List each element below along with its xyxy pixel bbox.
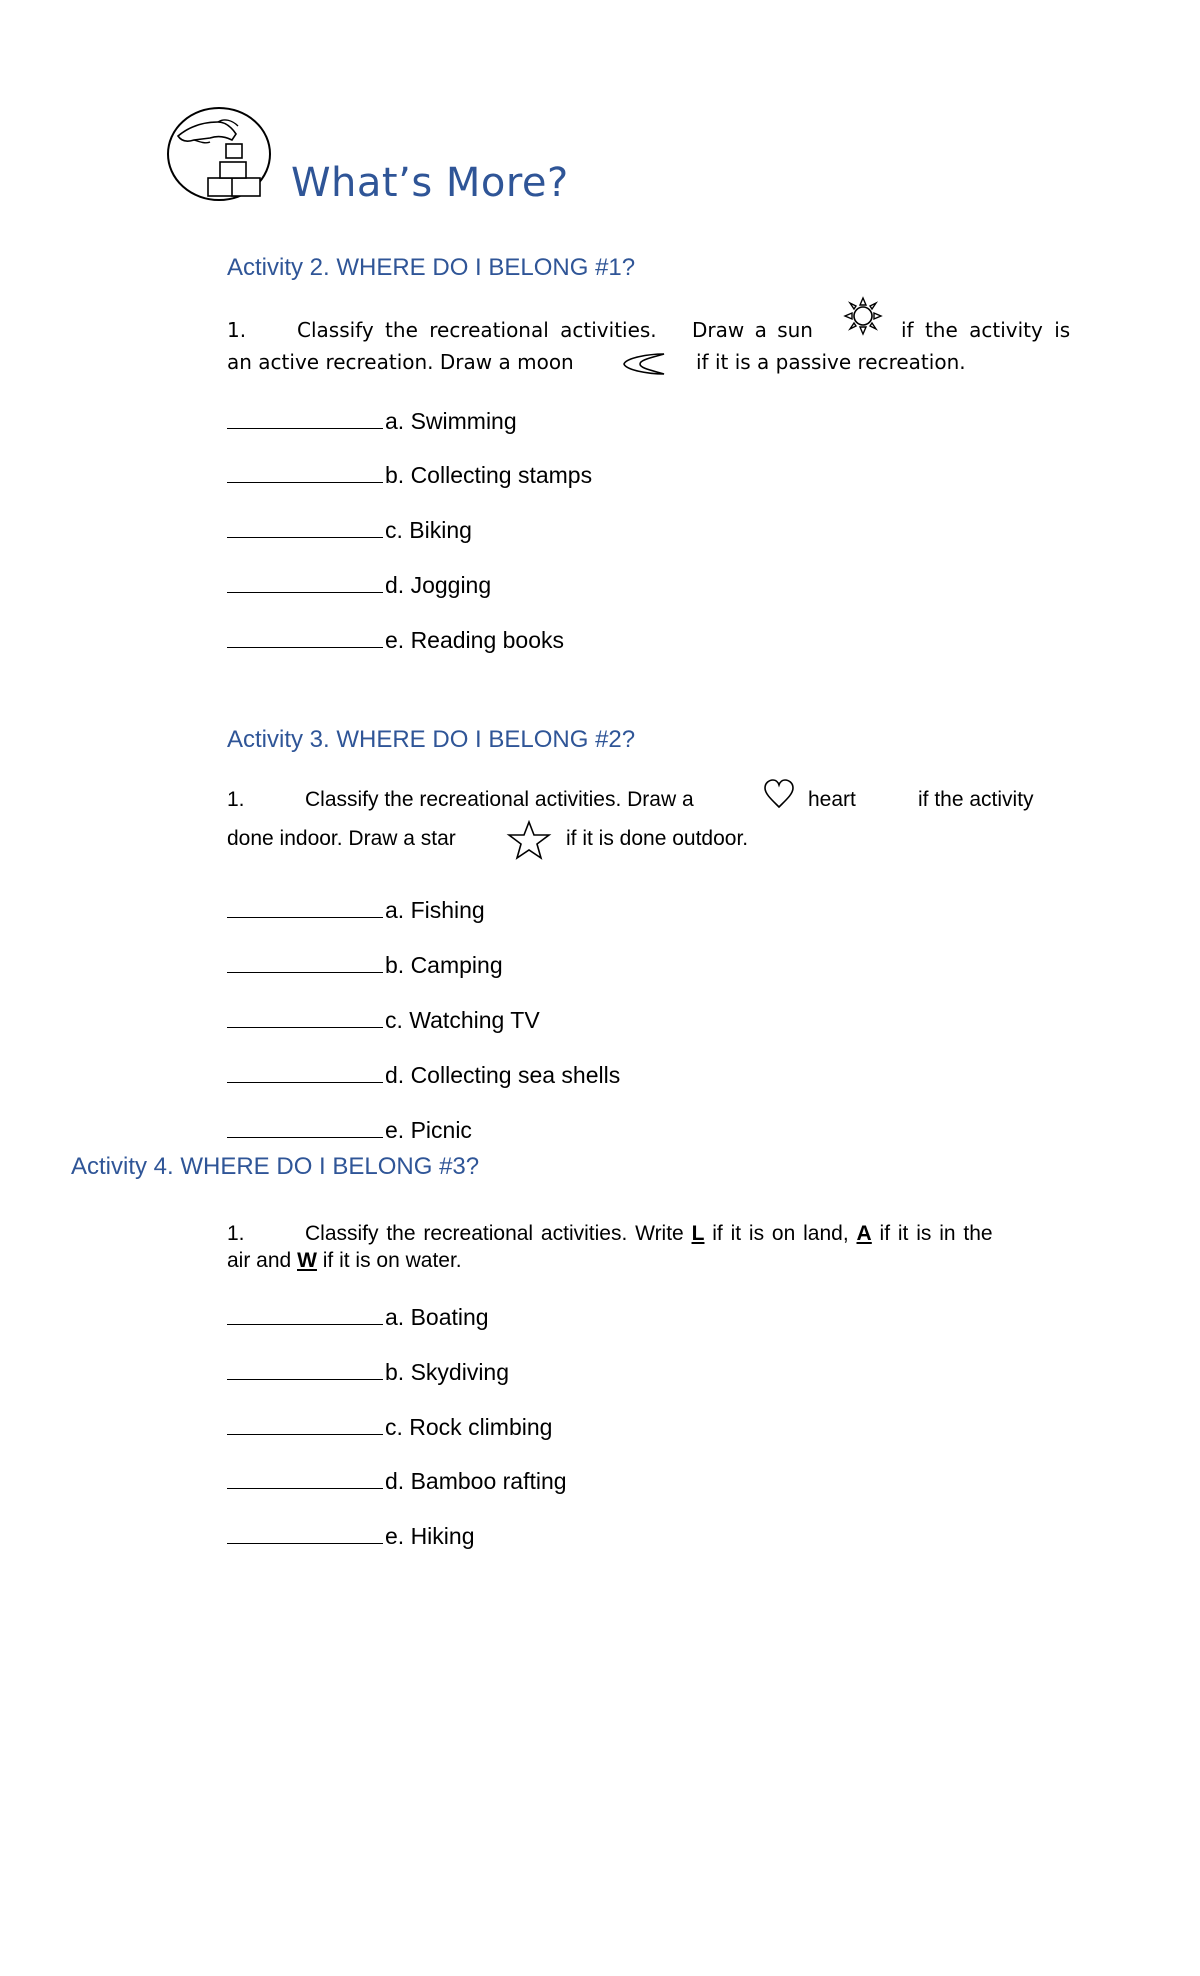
activity3-line1-a: Classify the recreational activities. Draw a <box>305 788 694 811</box>
answer-blank[interactable] <box>227 592 383 593</box>
activity4-heading: Activity 4. WHERE DO I BELONG #3? <box>71 1153 480 1180</box>
activity2-number: 1. <box>227 318 247 342</box>
item-label: a. Fishing <box>385 897 485 923</box>
activity2-line1-a: Classify the recreational activities. <box>297 318 657 342</box>
activity3-line2-a: done indoor. Draw a star <box>227 827 456 850</box>
activity4-number: 1. <box>227 1222 245 1245</box>
activity4-item-b <box>227 1359 509 1386</box>
activity2-line1-c: if the activity is <box>901 318 1071 342</box>
item-label: d. Jogging <box>385 572 492 598</box>
activity3-line1-b: heart <box>808 788 856 811</box>
moon-icon <box>620 350 668 378</box>
activity4-line2 <box>227 1249 462 1273</box>
activity3-item-c <box>227 1007 540 1034</box>
item-label: e. Reading books <box>385 627 565 653</box>
item-label: b. Collecting stamps <box>385 462 593 488</box>
activity2-item-d <box>227 572 491 599</box>
activity3-item-a <box>227 897 485 924</box>
activity2-line1-b: Draw a sun <box>692 318 813 342</box>
activity4-item-c <box>227 1414 552 1441</box>
activity4-line2-a: air and <box>227 1249 292 1272</box>
item-label: c. Rock climbing <box>385 1414 553 1440</box>
item-label: c. Biking <box>385 517 472 543</box>
answer-blank[interactable] <box>227 537 383 538</box>
activity4-item-d <box>227 1468 567 1495</box>
answer-blank[interactable] <box>227 482 383 483</box>
answer-blank[interactable] <box>227 1324 383 1325</box>
activity3-item-b <box>227 952 503 979</box>
item-label: b. Skydiving <box>385 1359 510 1385</box>
activity2-heading: Activity 2. WHERE DO I BELONG #1? <box>227 254 636 281</box>
answer-blank[interactable] <box>227 1379 383 1380</box>
answer-blank[interactable] <box>227 647 383 648</box>
letter-l: L <box>691 1222 705 1245</box>
activity2-line2-a: an active recreation. Draw a moon <box>227 350 574 374</box>
answer-blank[interactable] <box>227 1434 383 1435</box>
activity2-item-c <box>227 517 472 544</box>
letter-w: W <box>297 1249 317 1272</box>
activity2-line2-b: if it is a passive recreation. <box>696 350 966 374</box>
activity4-line1-b: if it is on land, <box>712 1222 849 1245</box>
activity4-item-a <box>227 1304 489 1331</box>
answer-blank[interactable] <box>227 1082 383 1083</box>
item-label: a. Swimming <box>385 408 517 434</box>
activity4-line1-c: if it is in the <box>879 1222 993 1245</box>
activity4-item-e <box>227 1523 474 1550</box>
answer-blank[interactable] <box>227 917 383 918</box>
sun-icon <box>842 296 884 336</box>
activity4-line1 <box>305 1222 993 1246</box>
activity4-line2-b: if it is on water. <box>322 1249 462 1272</box>
answer-blank[interactable] <box>227 1488 383 1489</box>
activity3-heading: Activity 3. WHERE DO I BELONG #2? <box>227 726 636 753</box>
item-label: e. Hiking <box>385 1523 475 1549</box>
item-label: b. Camping <box>385 952 503 978</box>
answer-blank[interactable] <box>227 428 383 429</box>
activity2-item-b <box>227 462 592 489</box>
activity2-item-a <box>227 408 517 435</box>
answer-blank[interactable] <box>227 1137 383 1138</box>
heart-icon <box>762 778 796 810</box>
activity3-line2-b: if it is done outdoor. <box>566 827 749 850</box>
activity3-number: 1. <box>227 788 245 811</box>
activity4-line1-a: Classify the recreational activities. Write <box>305 1222 684 1245</box>
item-label: a. Boating <box>385 1304 489 1330</box>
activity2-item-e <box>227 627 564 654</box>
answer-blank[interactable] <box>227 1027 383 1028</box>
activity3-item-d <box>227 1062 620 1089</box>
item-label: d. Bamboo rafting <box>385 1468 567 1494</box>
activity3-item-e <box>227 1117 472 1144</box>
star-icon <box>506 820 552 860</box>
item-label: d. Collecting sea shells <box>385 1062 621 1088</box>
item-label: e. Picnic <box>385 1117 472 1143</box>
activity3-line1-c: if the activity <box>918 788 1034 811</box>
item-label: c. Watching TV <box>385 1007 540 1033</box>
hand-blocks-logo-icon <box>166 106 276 204</box>
page-title: What’s More? <box>291 160 569 206</box>
answer-blank[interactable] <box>227 972 383 973</box>
answer-blank[interactable] <box>227 1543 383 1544</box>
letter-a: A <box>856 1222 872 1245</box>
